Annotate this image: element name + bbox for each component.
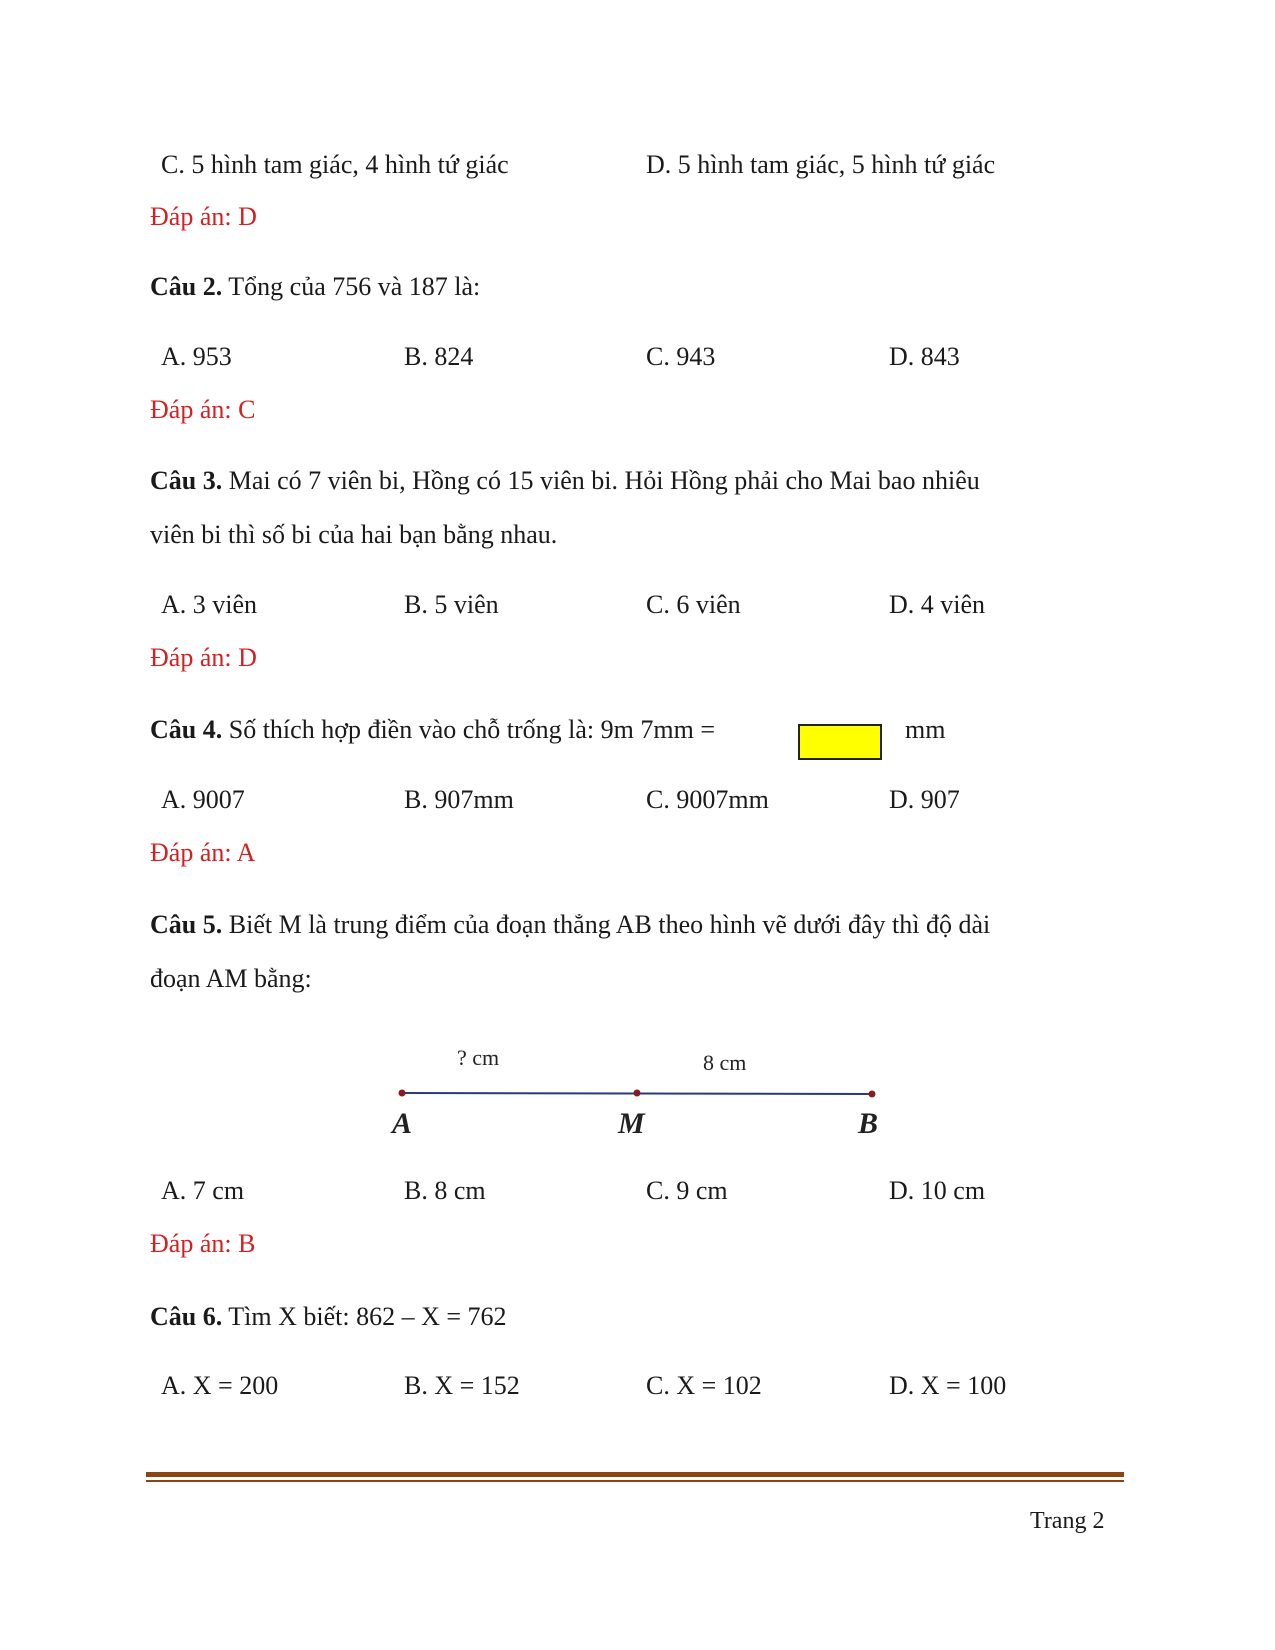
q1-answer: Đáp án: D xyxy=(150,202,257,231)
q2-label: Câu 2. xyxy=(150,272,223,301)
q6-option-b: B. X = 152 xyxy=(404,1371,520,1400)
q3-text-line2: viên bi thì số bi của hai bạn bằng nhau. xyxy=(150,520,558,549)
q4-option-c: C. 9007mm xyxy=(646,785,769,814)
point-m-dot xyxy=(634,1090,641,1097)
page-number: Trang 2 xyxy=(1030,1508,1105,1534)
q6-option-a: A. X = 200 xyxy=(161,1371,279,1400)
q5-option-c: C. 9 cm xyxy=(646,1176,728,1205)
q6-option-c: C. X = 102 xyxy=(646,1371,762,1400)
q4-label: Câu 4. xyxy=(150,715,223,744)
q6-option-d: D. X = 100 xyxy=(889,1371,1007,1400)
q4-question xyxy=(150,715,715,745)
q1-option-c: C. 5 hình tam giác, 4 hình tứ giác xyxy=(161,150,509,179)
q2-option-a: A. 953 xyxy=(161,342,232,371)
label-mb-length: 8 cm xyxy=(703,1050,747,1075)
q3-option-d: D. 4 viên xyxy=(889,590,986,619)
q3-text-line1: Mai có 7 viên bi, Hồng có 15 viên bi. Hỏi Hồng phải cho Mai bao nhiêu xyxy=(222,466,980,495)
label-point-m: M xyxy=(618,1107,645,1140)
q1-option-d: D. 5 hình tam giác, 5 hình tứ giác xyxy=(646,150,996,179)
q6-label: Câu 6. xyxy=(150,1302,223,1331)
footer-rule-thick xyxy=(146,1472,1124,1477)
label-point-a: A xyxy=(392,1107,413,1140)
q4-blank-box xyxy=(798,724,882,760)
q5-text-line1: Biết M là trung điểm của đoạn thẳng AB theo hình vẽ dưới đây thì độ dài xyxy=(222,910,991,939)
q3-option-c: C. 6 viên xyxy=(646,590,741,619)
q5-option-d: D. 10 cm xyxy=(889,1176,986,1205)
q4-answer: Đáp án: A xyxy=(150,838,256,867)
q2-text: Tổng của 756 và 187 là: xyxy=(222,272,481,301)
point-b-dot xyxy=(869,1091,876,1098)
q4-option-b: B. 907mm xyxy=(404,785,514,814)
q2-option-b: B. 824 xyxy=(404,342,474,371)
q4-option-d: D. 907 xyxy=(889,785,960,814)
label-point-b: B xyxy=(858,1107,879,1140)
segment-figure xyxy=(380,1035,900,1150)
q2-option-d: D. 843 xyxy=(889,342,960,371)
q5-label: Câu 5. xyxy=(150,910,223,939)
q3-label: Câu 3. xyxy=(150,466,223,495)
footer-rule-thin xyxy=(146,1480,1124,1482)
q5-option-b: B. 8 cm xyxy=(404,1176,486,1205)
point-a-dot xyxy=(399,1090,406,1097)
q2-answer: Đáp án: C xyxy=(150,395,256,424)
q4-unit: mm xyxy=(905,715,946,744)
q2-option-c: C. 943 xyxy=(646,342,716,371)
q6-question xyxy=(150,1302,507,1332)
label-am-length: ? cm xyxy=(457,1045,500,1070)
q3-answer: Đáp án: D xyxy=(150,643,257,672)
q3-option-a: A. 3 viên xyxy=(161,590,258,619)
q5-option-a: A. 7 cm xyxy=(161,1176,245,1205)
q2-question xyxy=(150,272,480,302)
q5-text-line2: đoạn AM bằng: xyxy=(150,964,312,993)
q5-question xyxy=(150,910,990,940)
q4-text: Số thích hợp điền vào chỗ trống là: 9m 7mm = xyxy=(222,715,715,744)
q3-option-b: B. 5 viên xyxy=(404,590,499,619)
q5-answer: Đáp án: B xyxy=(150,1229,256,1258)
q3-question xyxy=(150,466,980,496)
q6-text: Tìm X biết: 862 – X = 762 xyxy=(222,1302,507,1331)
q4-option-a: A. 9007 xyxy=(161,785,245,814)
